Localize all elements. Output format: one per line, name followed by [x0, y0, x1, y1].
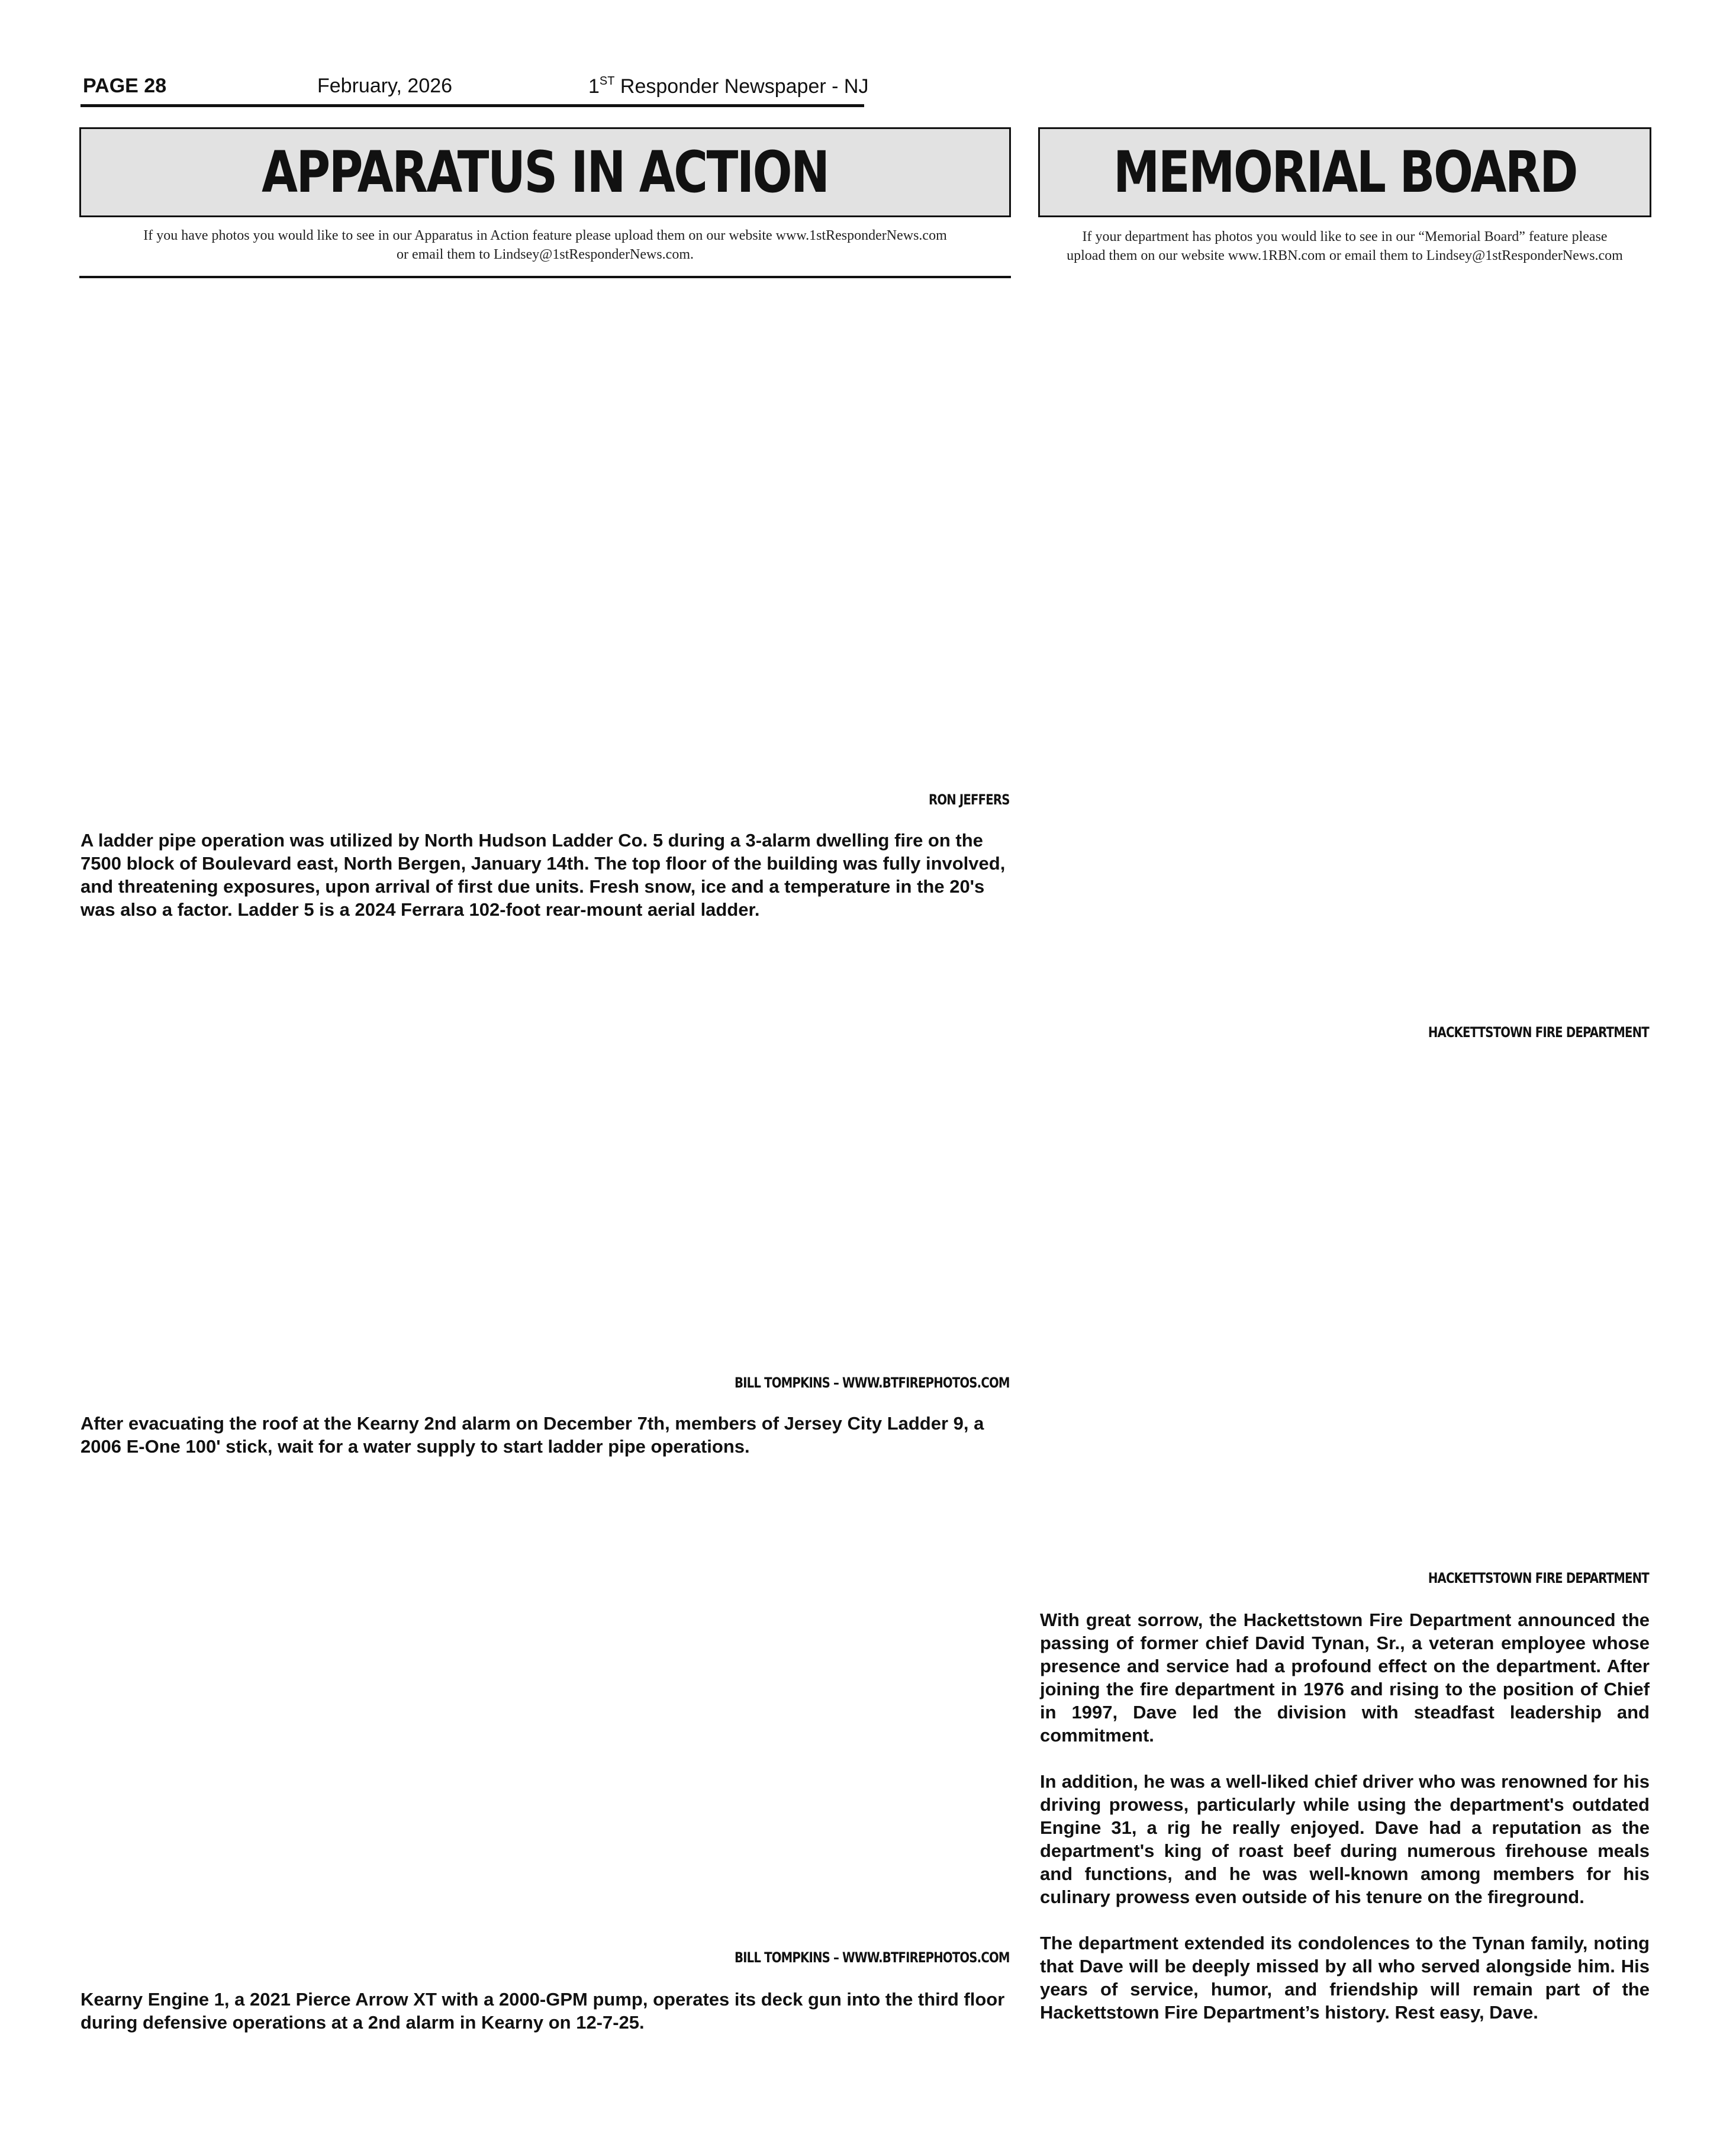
- memorial-story: [1040, 1608, 1650, 2047]
- photo-caption: A ladder pipe operation was utilized by North Hudson Ladder Co. 5 during a 3-alarm dwelling fire on the 7500 block of Boulevard east, North Bergen, January 14th. The top floor of the building was fully involved, and threatening exposures, upon arrival of first due units. Fresh snow, ice and a temperature in the 20's was also a factor. Ladder 5 is a 2024 Ferrara 102-foot rear-mount aerial ladder.: [80, 830, 1006, 920]
- memorial-intro: If your department has photos you would like to see in our “Memorial Board” feature please upload them on our website www.1RBN.com or email them to Lindsey@1stResponderNews.com: [1067, 229, 1623, 263]
- story-paragraph: The department extended its condolences to the Tynan family, noting that Dave will be deeply missed by all who served alongside him. His years of service, humor, and friendship will remain part of the Hackettstown Fire Department’s history. Rest easy, Dave.: [1040, 1933, 1650, 2023]
- photo-credit: BILL TOMPKINS – WWW.BTFIREPHOTOS.COM: [735, 1949, 1010, 1966]
- page-number: PAGE 28: [83, 75, 167, 97]
- photo-credit: RON JEFFERS: [929, 791, 1010, 808]
- apparatus-rule: [79, 276, 1011, 278]
- story-paragraph: With great sorrow, the Hackettstown Fire Department announced the passing of former chief David Tynan, Sr., a veteran employee whose presence and service had a profound effect on the department. After joining the fire department in 1976 and rising to the position of Chief in 1997, Dave led the division with steadfast leadership and commitment.: [1040, 1609, 1650, 1746]
- memorial-photo-credit: HACKETTSTOWN FIRE DEPARTMENT: [1428, 1024, 1649, 1041]
- memorial-title-box: [1038, 127, 1651, 217]
- photo-caption: After evacuating the roof at the Kearny 2nd alarm on December 7th, members of Jersey City Ladder 9, a 2006 E-One 100' stick, wait for a water supply to start ladder pipe operations.: [80, 1413, 984, 1457]
- memorial-photo-credit: HACKETTSTOWN FIRE DEPARTMENT: [1428, 1570, 1649, 1586]
- newspaper-name: 1ST Responder Newspaper - NJ: [588, 75, 869, 98]
- issue-date: February, 2026: [317, 75, 453, 97]
- apparatus-intro: If you have photos you would like to see in our Apparatus in Action feature please upload them on our website www.1stResponderNews.com or email them to Lindsey@1stResponderNews.com.: [143, 228, 947, 262]
- photo-caption: Kearny Engine 1, a 2021 Pierce Arrow XT with a 2000-GPM pump, operates its deck gun into the third floor during defensive operations at a 2nd alarm in Kearny on 12-7-25.: [80, 1989, 1005, 2033]
- apparatus-title: APPARATUS IN ACTION: [262, 139, 829, 205]
- memorial-title: MEMORIAL BOARD: [1113, 139, 1577, 205]
- photo-credit: BILL TOMPKINS – WWW.BTFIREPHOTOS.COM: [735, 1374, 1010, 1391]
- header-rule: [80, 104, 864, 107]
- apparatus-title-box: [79, 127, 1011, 217]
- story-paragraph: In addition, he was a well-liked chief driver who was renowned for his driving prowess, particularly while using the department's outdated Engine 31, a rig he really enjoyed. Dave had a reputation as the department's king of roast beef during numerous firehouse meals and functions, and he was well-known among members for his culinary prowess even outside of his tenure on the fireground.: [1040, 1771, 1650, 1907]
